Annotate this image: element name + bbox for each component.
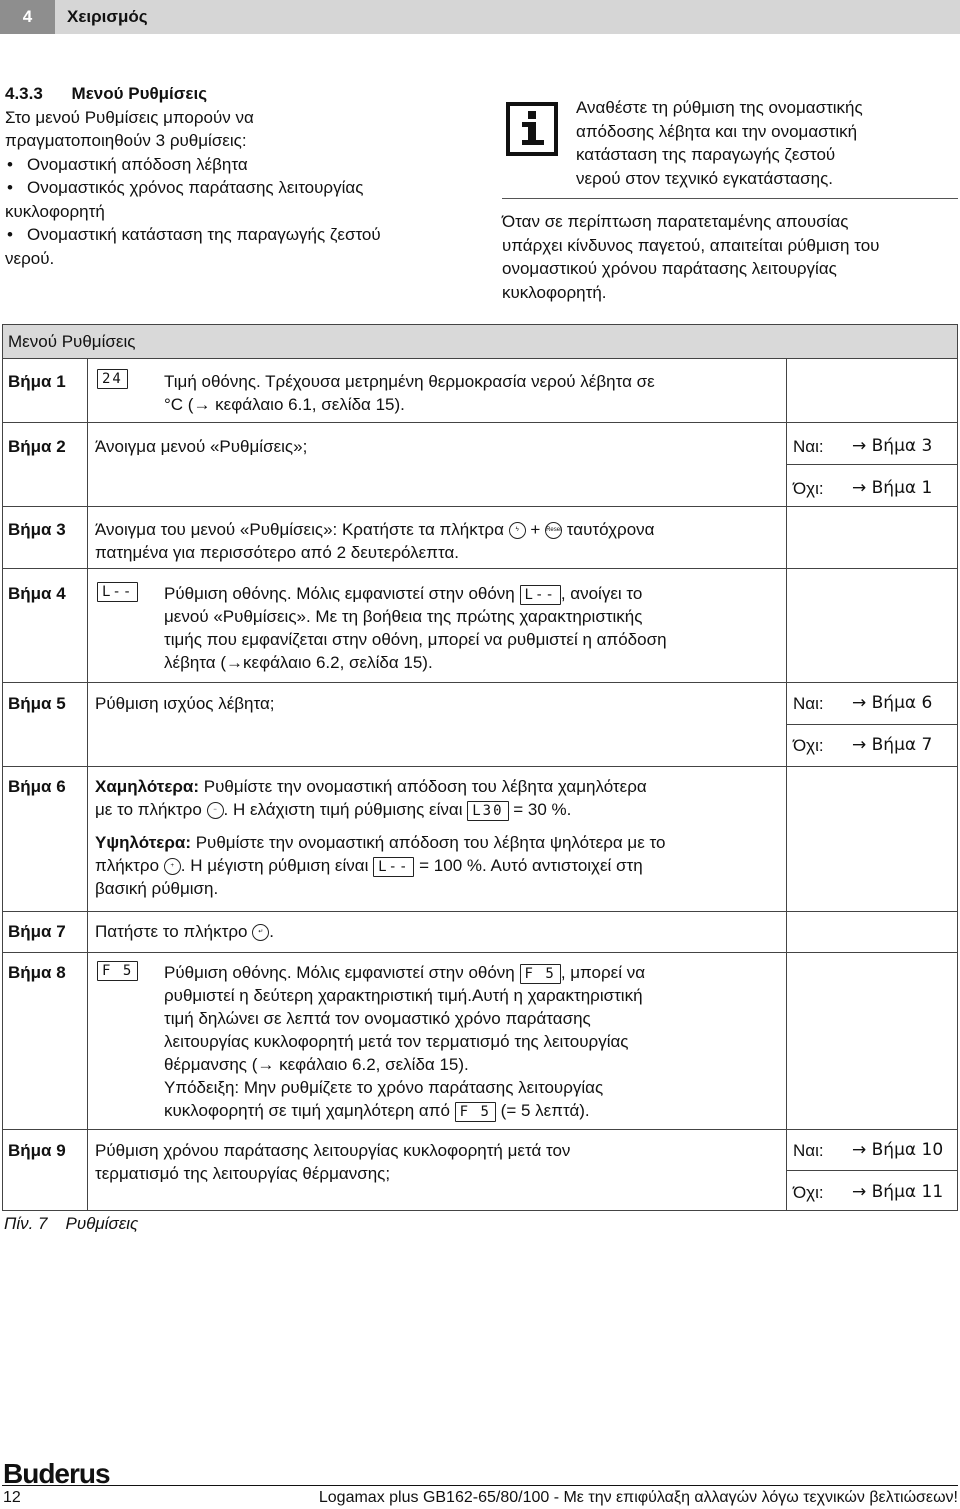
table-caption: Πίν. 7 Ρυθμίσεις <box>4 1214 139 1233</box>
display-value: F 5 <box>97 961 138 981</box>
display-value: 24 <box>97 369 128 389</box>
step-description: Τιμή οθόνης. Τρέχουσα μετρημένη θερμοκρασία νερού λέβητα σε °C (→ κεφάλαιο 6.1, σελίδα 15). <box>164 372 655 414</box>
page-number: 12 <box>3 1489 21 1506</box>
no-target: → Βήμα 11 <box>852 1182 944 1202</box>
section-title: Μενού Ρυθμίσεις <box>71 84 208 103</box>
footer-divider <box>2 1485 958 1486</box>
section-heading <box>5 82 475 106</box>
list-item: • Ονομαστικός χρόνος παράτασης λειτουργίας κυκλοφορητή <box>5 176 475 223</box>
yes-label: Ναι: <box>793 437 824 456</box>
higher-title: Υψηλότερα: <box>95 833 191 852</box>
buderus-logo: Buderus <box>3 1458 110 1489</box>
info-icon <box>506 102 558 156</box>
yes-target: → Βήμα 10 <box>852 1140 944 1160</box>
no-target: → Βήμα 7 <box>852 735 933 755</box>
enter-key-icon: ↵ <box>252 924 269 941</box>
step-description: Χαμηλότερα: Ρυθμίστε την ονομαστική απόδοση του λέβητα χαμηλότερα με το πλήκτρο − . Η ελάχιστη τιμή ρύθμισης είναι L30 = 30 %. Υψηλότερα: Ρυθμίστε την ονομαστική απόδοση του λέβητα ψηλότερα με το πλήκτρο + . Η μέγιστη ρύθμιση είναι L-- = 100 %. Αυτό αντιστοιχεί στη βασική ρύθμιση. <box>95 777 666 898</box>
step-label: Βήμα 6 <box>8 777 66 796</box>
chapter-title: Χειρισμός <box>55 0 960 34</box>
table-title: Μενού Ρυθμίσεις <box>3 325 957 359</box>
step-description: Ρύθμιση χρόνου παράτασης λειτουργίας κυκλοφορητή μετά τον τερματισμό της λειτουργίας θέρμανσης; <box>95 1141 571 1183</box>
section-number: 4.3.3 <box>5 84 43 103</box>
yes-target: → Βήμα 6 <box>852 693 933 713</box>
list-item: • Ονομαστική κατάσταση της παραγωγής ζεστού νερού. <box>5 223 475 270</box>
step-description: Πατήστε το πλήκτρο ↵ . <box>95 922 274 941</box>
step-label: Βήμα 3 <box>8 520 66 539</box>
list-item: • Ονομαστική απόδοση λέβητα <box>5 153 475 177</box>
no-label: Όχι: <box>793 479 824 498</box>
no-label: Όχι: <box>793 1183 824 1202</box>
step-description: Ρύθμιση οθόνης. Μόλις εμφανιστεί στην οθόνη F 5 , μπορεί να ρυθμιστεί η δεύτερη χαρακτηριστική τιμή.Αυτή η χαρακτηριστική τιμή δηλώνει σε λεπτά τον ονομαστικό χρόνο παράτασης λειτουργίας κυκλοφορητή μετά τον τερματισμό της λειτουργίας θέρμανσης (→ κεφάλαιο 6.2, σελίδα 15). Υπόδειξη: Μην ρυθμίζετε το χρόνο παράτασης λειτουργίας κυκλοφορητή σε τιμή χαμηλότερη από F 5 (= 5 λεπτά). <box>164 963 646 1120</box>
step-label: Βήμα 2 <box>8 437 66 456</box>
step-label: Βήμα 7 <box>8 922 66 941</box>
no-target: → Βήμα 1 <box>852 478 933 498</box>
lead-line: Στο μενού Ρυθμίσεις μπορούν να <box>5 107 254 127</box>
lead-line: πραγματοποιηθούν 3 ρυθμίσεις: <box>5 131 247 150</box>
step-label: Βήμα 5 <box>8 694 66 713</box>
page-header <box>0 0 960 34</box>
display-value: L-- <box>97 582 138 602</box>
step-label: Βήμα 4 <box>8 584 66 603</box>
step-label: Βήμα 8 <box>8 963 66 982</box>
yes-label: Ναι: <box>793 694 824 713</box>
intro-section <box>5 82 475 270</box>
step-description: Άνοιγμα μενού «Ρυθμίσεις»; <box>95 437 308 456</box>
step-label: Βήμα 9 <box>8 1141 66 1160</box>
plus-key-icon: + <box>164 858 181 875</box>
notice-divider <box>502 198 958 199</box>
yes-target: → Βήμα 3 <box>852 436 933 456</box>
footer-note: Logamax plus GB162-65/80/100 - Με την επιφύλαξη αλλαγών λόγω τεχνικών βελτιώσεων! <box>318 1489 958 1506</box>
frost-warning: Όταν σε περίπτωση παρατεταμένης απουσίας υπάρχει κίνδυνος παγετού, απαιτείται ρύθμιση του ονομαστικού χρόνου παράτασης λειτουργίας κυκλοφορητή. <box>502 212 880 302</box>
no-label: Όχι: <box>793 736 824 755</box>
lower-title: Χαμηλότερα: <box>95 777 200 796</box>
chapter-number: 4 <box>0 0 55 34</box>
step-label: Βήμα 1 <box>8 372 66 391</box>
chimney-sweep-key-icon: ϟ <box>509 522 526 539</box>
minus-key-icon: − <box>207 802 224 819</box>
step-description: Ρύθμιση οθόνης. Μόλις εμφανιστεί στην οθόνη L-- , ανοίγει το μενού «Ρυθμίσεις». Με τη βοήθεια της πρώτης χαρακτηριστικής τιμής που εμφανίζεται στην οθόνη, μπορεί να ρυθμιστεί η απόδοση λέβητα (→κεφάλαιο 6.2, σελίδα 15). <box>164 584 667 672</box>
yes-label: Ναι: <box>793 1141 824 1160</box>
step-description: Άνοιγμα του μενού «Ρυθμίσεις»: Κρατήστε τα πλήκτρα ϟ + Reset ταυτόχρονα πατημένα για περισσότερο από 2 δευτερόλεπτα. <box>95 520 655 562</box>
reset-key-icon: Reset <box>545 522 562 539</box>
step-description: Ρύθμιση ισχύος λέβητα; <box>95 694 275 713</box>
settings-list <box>5 153 475 271</box>
notice-text: Αναθέστε τη ρύθμιση της ονομαστικής απόδοσης λέβητα και την ονομαστική κατάσταση της παραγωγής ζεστού νερού στον τεχνικό εγκατάστασης. <box>576 98 863 188</box>
